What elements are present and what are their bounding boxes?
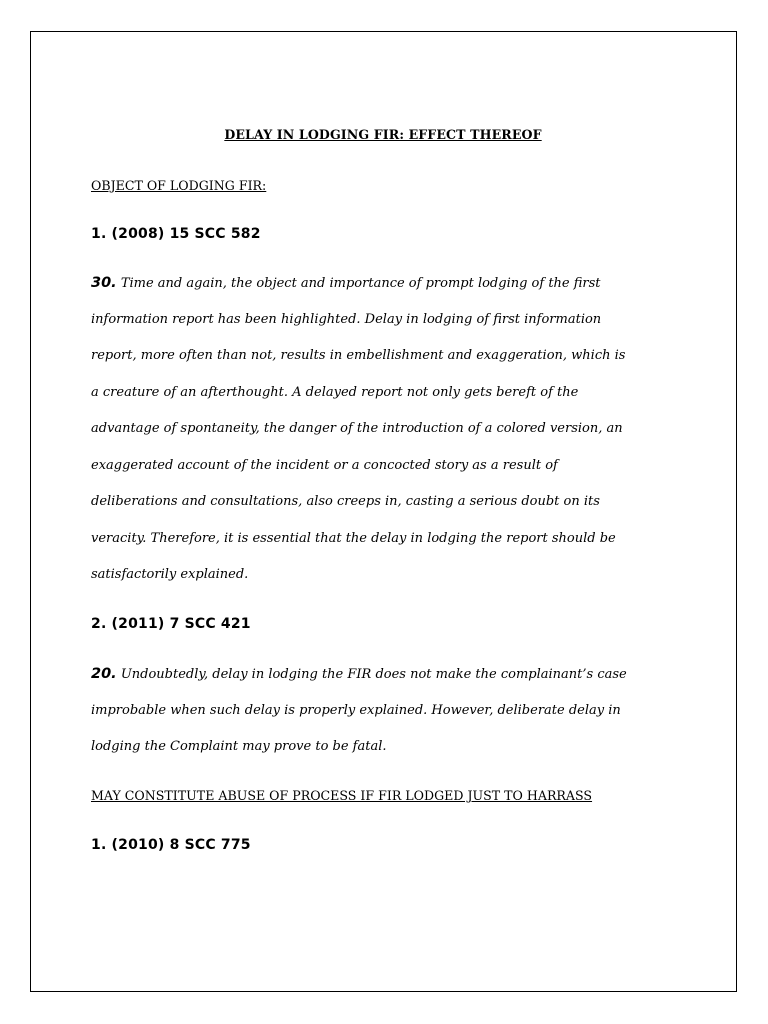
case-citation-2008: 1. (2008) 15 SCC 582 <box>91 226 261 242</box>
paragraph-line: exaggerated account of the incident or a concocted story as a result of <box>91 457 558 473</box>
paragraph-line: lodging the Complaint may prove to be fatal. <box>91 739 387 754</box>
paragraph-line: improbable when such delay is properly explained. However, deliberate delay in <box>91 702 621 718</box>
paragraph-line: advantage of spontaneity, the danger of the introduction of a colored version, an <box>91 421 623 436</box>
case-citation-2010: 1. (2010) 8 SCC 775 <box>91 837 251 853</box>
paragraph-number: 30. <box>91 275 117 291</box>
paragraph-line: 30. Time and again, the object and importance of prompt lodging of the first <box>91 275 601 291</box>
paragraph-line: information report has been highlighted. Delay in lodging of first information <box>91 311 602 327</box>
case-citation-2011: 2. (2011) 7 SCC 421 <box>91 616 251 632</box>
paragraph-line: veracity. Therefore, it is essential that the delay in lodging the report should be <box>91 530 616 546</box>
paragraph-line: report, more often than not, results in embellishment and exaggeration, which is <box>91 348 626 363</box>
section-heading-abuse-of-process: MAY CONSTITUTE ABUSE OF PROCESS IF FIR LODGED JUST TO HARRASS <box>91 788 593 803</box>
section-heading-object: OBJECT OF LODGING FIR: <box>91 178 267 193</box>
paragraph-line: deliberations and consultations, also creeps in, casting a serious doubt on its <box>91 494 600 509</box>
paragraph-line: satisfactorily explained. <box>91 567 249 582</box>
document-title: DELAY IN LODGING FIR: EFFECT THEREOF <box>224 127 542 142</box>
paragraph-30 <box>91 265 683 594</box>
paragraph-line: 20. Undoubtedly, delay in lodging the FIR does not make the complainant’s case <box>91 666 627 682</box>
paragraph-line: a creature of an afterthought. A delayed report not only gets bereft of the <box>91 384 579 400</box>
paragraph-20 <box>91 656 683 766</box>
paragraph-number: 20. <box>91 666 117 682</box>
